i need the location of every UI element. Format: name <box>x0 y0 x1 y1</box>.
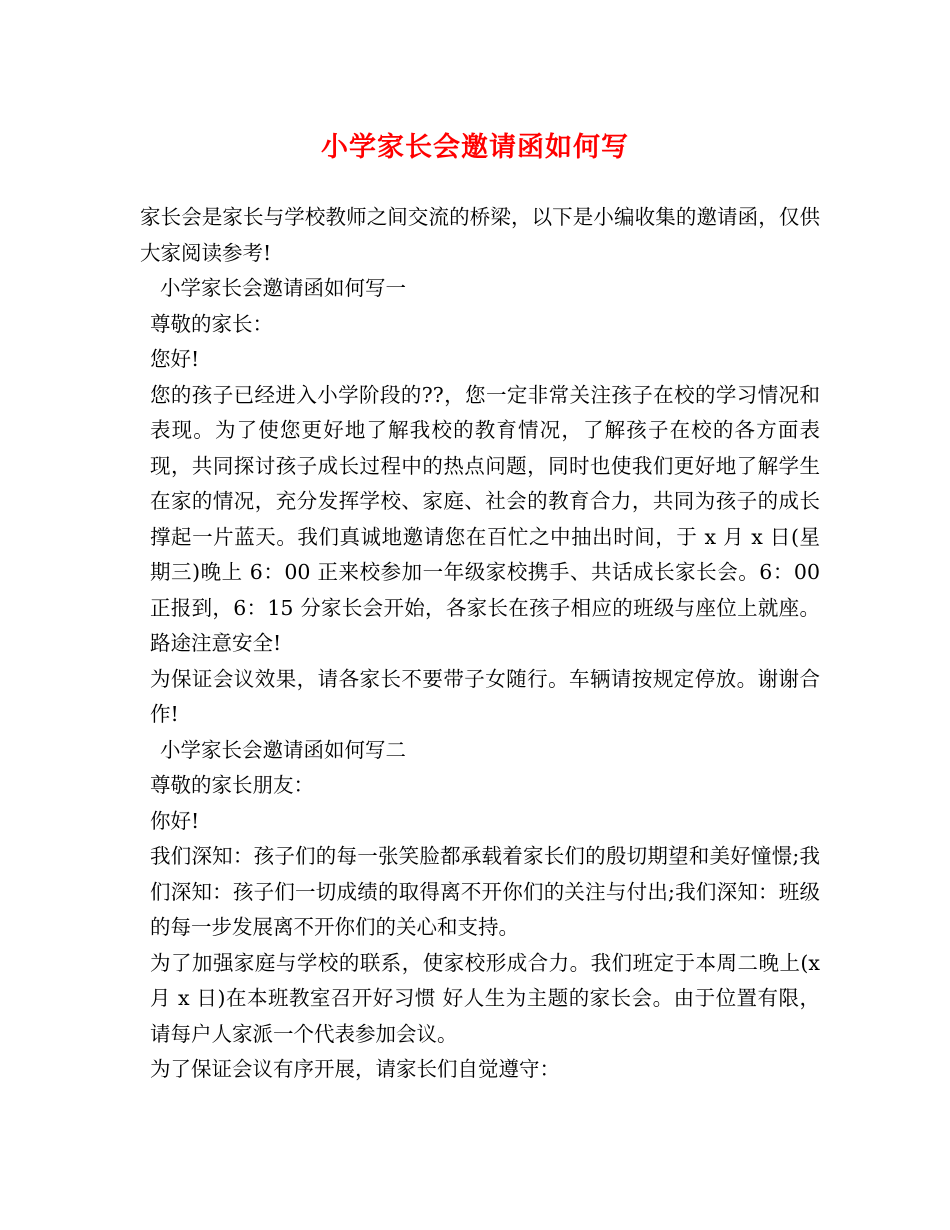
invitation-body-2: 我们深知：孩子们的每一张笑脸都承载着家长们的殷切期望和美好憧憬;我们深知：孩子们一切成绩的取得离不开你们的关注与付出;我们深知：班级的每一步发展离不开你们的关心和支持。 <box>150 844 820 939</box>
greeting-2: 你好! <box>150 808 200 833</box>
page-title: 小学家长会邀请函如何写 <box>321 132 629 163</box>
section-heading-2: 小学家长会邀请函如何写二 <box>160 737 406 762</box>
salutation-2: 尊敬的家长朋友： <box>150 773 314 797</box>
invitation-body-3: 为了加强家庭与学校的联系，使家校形成合力。我们班定于本周二晚上(x 月 x 日)在本班教室召开好习惯 好人生为主题的家长会。由于位置有限，请每户人家派一个代表参加会议。 <box>150 950 820 1046</box>
invitation-body-1: 您的孩子已经进入小学阶段的??，您一定非常关注孩子在校的学习情况和表现。为了使您更好地了解我校的教育情况，了解孩子在校的各方面表现，共同探讨孩子成长过程中的热点问题，同时也使我们更好地了解学生在家的情况，充分发挥学校、家庭、社会的教育合力，共同为孩子的成长撑起一片蓝天。我们真诚地邀请您在百忙之中抽出时间，于 x 月 x 日(星期三)晚上 6：00 正来校参加一年级家校携手、共话成长家长会。6：00 正报到，6：15 分家长会开始，各家长在孩子相应的班级与座位上就座。路途注意安全! <box>150 382 820 655</box>
notice-paragraph-1: 为保证会议效果，请各家长不要带子女随行。车辆请按规定停放。谢谢合作! <box>150 666 820 726</box>
rules-intro-paragraph: 为了保证会议有序开展，请家长们自觉遵守： <box>150 1057 560 1081</box>
section-heading-1: 小学家长会邀请函如何写一 <box>160 276 406 300</box>
document-body <box>140 200 820 1088</box>
salutation-1: 尊敬的家长： <box>150 311 273 336</box>
intro-paragraph: 家长会是家长与学校教师之间交流的桥梁，以下是小编收集的邀请函，仅供大家阅读参考! <box>140 205 820 265</box>
greeting-1: 您好! <box>150 347 200 371</box>
